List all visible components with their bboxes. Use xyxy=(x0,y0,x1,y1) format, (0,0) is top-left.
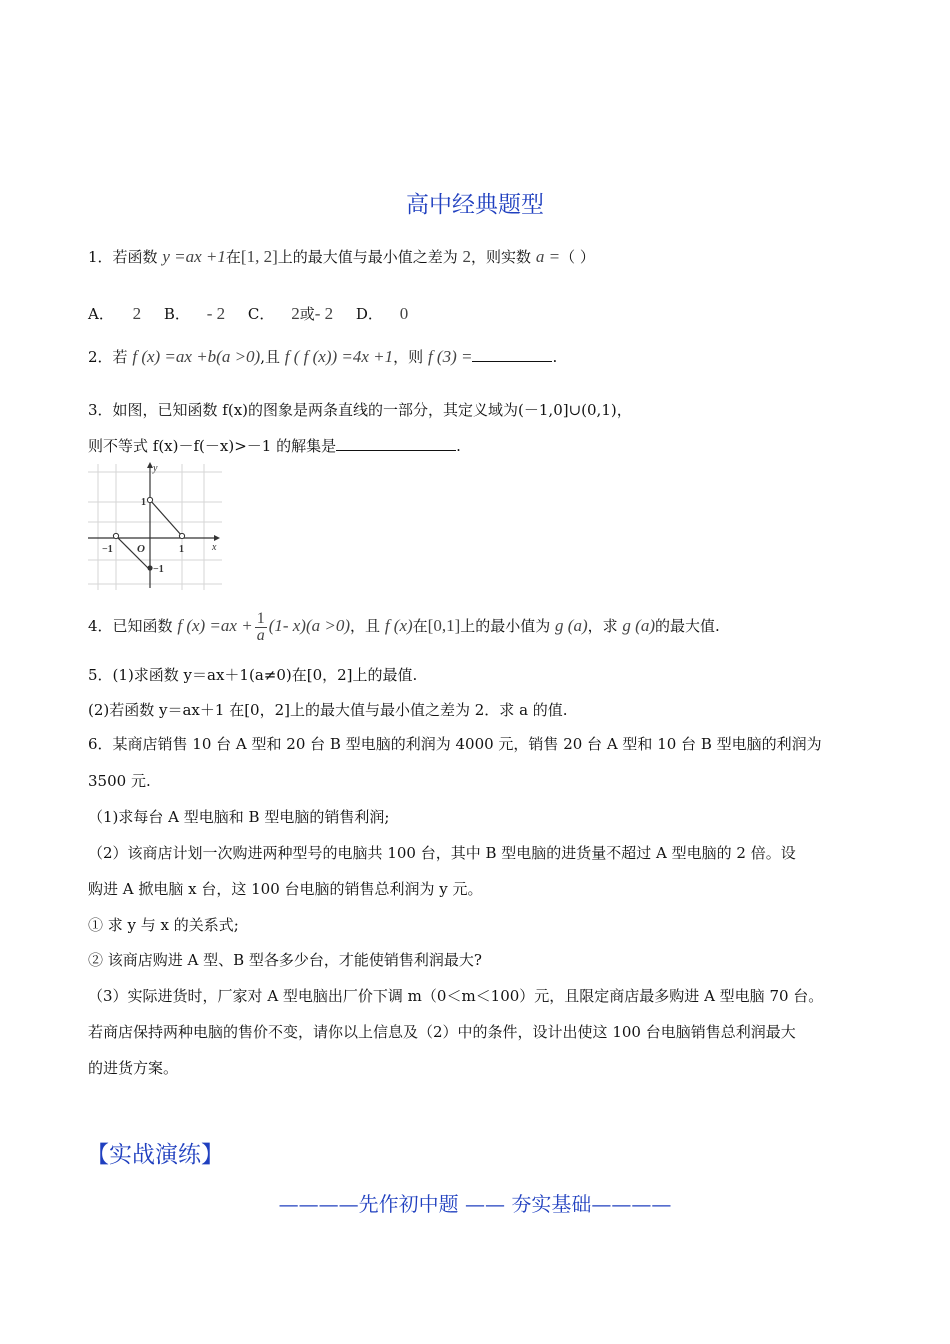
q6-line-5: 购进 A 掀电脑 x 台，这 100 台电脑的销售总利润为 y 元。 xyxy=(88,880,483,898)
q3-line-1: 3．如图，已知函数 f(x)的图象是两条直线的一部分，其定义域为(－1,0]∪(0,1)， xyxy=(88,401,632,419)
q4-formula-4: g (a) xyxy=(555,616,588,635)
q1-text: 上的最大值与最小值之差为 xyxy=(277,248,458,266)
q4-text: 在 xyxy=(412,617,428,635)
q4-fraction xyxy=(255,611,267,644)
y-axis-label: y xyxy=(153,463,158,474)
q6-line-1: 6．某商店销售 10 台 A 型和 20 台 B 型电脑的利润为 4000 元，销售 20 台 A 型和 10 台 B 型电脑的利润为 xyxy=(88,735,822,753)
option-b-label: B． xyxy=(163,305,190,323)
q2-formula: f (x) =ax +b(a >0) xyxy=(132,347,261,366)
q4-text: ，求 xyxy=(587,617,618,635)
q4-formula-2: (1- x)(a >0) xyxy=(268,616,351,635)
tick-y-minus-1: −1 xyxy=(153,564,164,575)
q4-text: 的最大值. xyxy=(655,617,720,635)
q1-number: 1． xyxy=(88,248,113,266)
q1-value: 2 xyxy=(462,247,472,266)
q2-formula-2: f ( f (x)) =4x +1 xyxy=(284,347,394,366)
segment-right xyxy=(150,500,182,536)
option-c-value: 2 xyxy=(291,304,300,323)
q4-interval: [0,1] xyxy=(427,616,461,635)
q2-text: 若 xyxy=(112,348,128,366)
q2-number: 2． xyxy=(88,348,113,366)
q6-line-10: 的进货方案。 xyxy=(88,1059,179,1077)
x-axis-label: x xyxy=(212,542,217,553)
origin-label: O xyxy=(137,543,145,555)
q5-line-2: (2)若函数 y＝ax＋1 在[0，2]上的最大值与最小值之差为 2．求 a 的值. xyxy=(88,701,568,719)
q6-line-8: （3）实际进货时，厂家对 A 型电脑出厂价下调 m（0＜m＜100）元，且限定商店最多购进 A 型电脑 70 台。 xyxy=(88,987,824,1005)
closed-point-bottom xyxy=(147,565,152,570)
q4-text: 已知函数 xyxy=(112,617,173,635)
q1-text: ，则实数 xyxy=(471,248,532,266)
option-d-label: D． xyxy=(355,305,383,323)
fraction-numerator: 1 xyxy=(256,609,265,627)
option-b-value: - 2 xyxy=(206,304,226,323)
section-heading: 【实战演练】 xyxy=(86,1142,224,1168)
q1-options xyxy=(88,305,408,323)
q4-text: 上的最小值为 xyxy=(460,617,551,635)
q4-text: ，且 xyxy=(350,617,381,635)
q5-line-1: 5．(1)求函数 y＝ax＋1(a≠0)在[0，2]上的最值. xyxy=(88,666,418,684)
question-2 xyxy=(88,348,557,366)
q1-interval: [1, 2] xyxy=(240,247,278,266)
open-point-left xyxy=(113,533,118,538)
q4-number: 4． xyxy=(88,617,113,635)
open-point-top xyxy=(147,497,152,502)
q3-text: 则不等式 f(x)－f(－x)>－1 的解集是 xyxy=(88,437,337,455)
q6-line-7: ② 该商店购进 A 型、B 型各多少台，才能使销售利润最大? xyxy=(88,951,482,969)
q2-end: . xyxy=(552,348,558,366)
q6-line-4: （2）该商店计划一次购进两种型号的电脑共 100 台，其中 B 型电脑的进货量不超过 A 型电脑的 2 倍。设 xyxy=(88,844,796,862)
q2-answer-blank xyxy=(472,361,552,362)
option-c-mid: 或 xyxy=(299,305,315,323)
tick-y-1: 1 xyxy=(141,497,146,508)
section-subtitle: ————先作初中题 —— 夯实基础———— xyxy=(278,1192,672,1216)
q4-formula-5: g (a) xyxy=(622,616,655,635)
option-a-label: A． xyxy=(88,305,114,323)
q1-bracket: （ ） xyxy=(560,248,595,266)
tick-x-1: 1 xyxy=(179,544,184,555)
q1-text: 在 xyxy=(225,248,241,266)
q6-line-6: ① 求 y 与 x 的关系式; xyxy=(88,916,239,934)
option-d-value: 0 xyxy=(399,304,409,323)
q2-text: ，则 xyxy=(393,348,424,366)
q1-formula: y =ax +1 xyxy=(162,247,226,266)
q2-formula-3: f (3) = xyxy=(427,347,473,366)
q1-text: 若函数 xyxy=(112,248,158,266)
q2-text: ,且 xyxy=(260,348,280,366)
page-title: 高中经典题型 xyxy=(406,192,544,218)
option-c-label: C． xyxy=(247,305,275,323)
open-point-right xyxy=(179,533,184,538)
q6-line-3: （1)求每台 A 型电脑和 B 型电脑的销售利润; xyxy=(88,808,390,826)
q6-line-2: 3500 元. xyxy=(88,772,151,790)
q3-answer-blank xyxy=(336,450,456,451)
question-1 xyxy=(88,248,595,266)
q4-formula: f (x) =ax + xyxy=(177,616,253,635)
q3-end: . xyxy=(456,437,461,455)
q4-formula-3: f (x) xyxy=(384,616,413,635)
q6-line-9: 若商店保持两种电脑的售价不变，请你以上信息及（2）中的条件，设计出使这 100 台电脑销售总利润最大 xyxy=(88,1023,796,1041)
question-4 xyxy=(88,604,720,648)
option-a-value: 2 xyxy=(132,304,142,323)
function-graph xyxy=(86,462,224,592)
q3-line-2 xyxy=(88,437,461,455)
fraction-denominator: a xyxy=(256,626,265,644)
q1-unknown: a = xyxy=(535,247,561,266)
tick-x-minus-1: −1 xyxy=(102,544,113,555)
option-c-value-2: - 2 xyxy=(314,304,334,323)
